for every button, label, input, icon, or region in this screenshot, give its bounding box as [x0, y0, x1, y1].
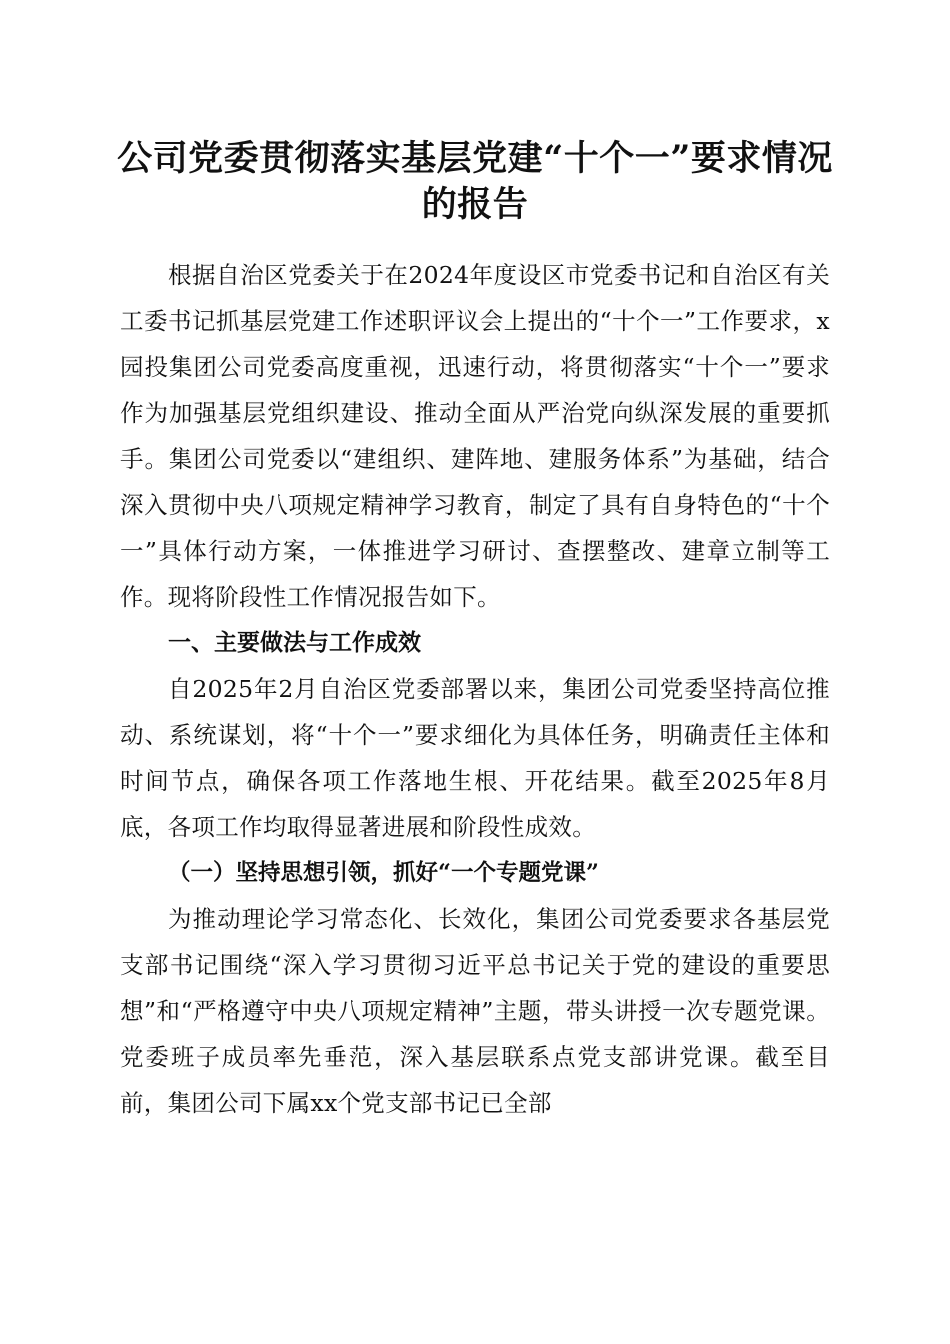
section1-paragraph: 自2025年2月自治区党委部署以来，集团公司党委坚持高位推动、系统谋划，将“十个一”要求细化为具体任务，明确责任主体和时间节点，确保各项工作落地生根、开花结果。截至2025年8月底，各项工作均取得显著进展和阶段性成效。: [120, 675, 830, 841]
subsection1-paragraph: 为推动理论学习常态化、长效化，集团公司党委要求各基层党支部书记围绕“深入学习贯彻习近平总书记关于党的建设的重要思想”和“严格遵守中央八项规定精神”主题，带头讲授一次专题党课。党委班子成员率先垂范，深入基层联系点党支部讲党课。截至目前，集团公司下属xx个党支部书记已全部: [120, 905, 830, 1117]
subsection-heading-1: （一）坚持思想引领，抓好“一个专题党课”: [168, 860, 599, 886]
document-title: 公司党委贯彻落实基层党建“十个一”要求情况的报告: [117, 138, 833, 225]
intro-paragraph: 根据自治区党委关于在2024年度设区市党委书记和自治区有关工委书记抓基层党建工作述职评议会上提出的“十个一”工作要求，x园投集团公司党委高度重视，迅速行动，将贯彻落实“十个一”要求作为加强基层党组织建设、推动全面从严治党向纵深发展的重要抓手。集团公司党委以“建组织、建阵地、建服务体系”为基础，结合深入贯彻中央八项规定精神学习教育，制定了具有自身特色的“十个一”具体行动方案，一体推进学习研讨、查摆整改、建章立制等工作。现将阶段性工作情况报告如下。: [120, 261, 830, 611]
section-heading-1: 一、主要做法与工作成效: [168, 630, 421, 656]
document-body: [120, 252, 830, 1126]
